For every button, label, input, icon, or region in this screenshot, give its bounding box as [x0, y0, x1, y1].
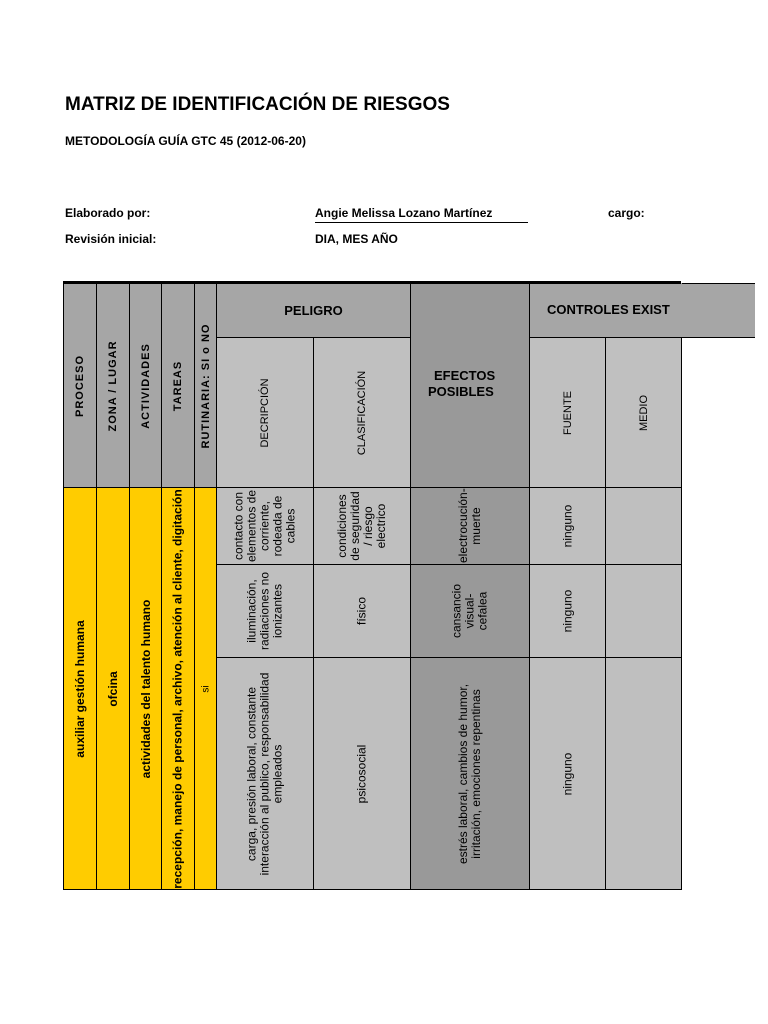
row-1-clasificacion-text: condiciones de seguridad / riesgo electrico [335, 491, 388, 561]
row-3-descripcion-text: carga, presión laboral, constante interacción al publico, responsabilidad empleados [244, 672, 285, 875]
cell-actividades [129, 487, 162, 890]
cell-zona [96, 487, 130, 890]
row-3-fuente-text: ninguno [560, 752, 574, 795]
elaborado-label: Elaborado por: [65, 206, 151, 220]
document-subtitle: METODOLOGÍA GUÍA GTC 45 (2012-06-20) [65, 134, 306, 148]
cell-tareas-text: recepción, manejo de personal, archivo, atención al cliente, digitación [170, 488, 185, 889]
revision-value: DIA, MES AÑO [315, 232, 398, 246]
header-fuente [529, 337, 606, 488]
table-row-2-clasificacion [313, 564, 411, 658]
header-actividades [129, 283, 162, 488]
row-1-fuente-text: ninguno [560, 504, 574, 548]
header-proceso [63, 283, 97, 488]
header-zona [96, 283, 130, 488]
header-controles [529, 283, 755, 338]
header-peligro-label: PELIGRO [284, 303, 343, 318]
header-tareas-label: TAREAS [172, 360, 184, 411]
row-2-descripcion-text: iluminación, radiaciones no ionizantes [244, 571, 285, 651]
row-2-clasificacion-text: físico [354, 596, 369, 626]
header-clasificacion [313, 337, 411, 488]
header-efectos-line1: EFECTOS [434, 368, 496, 383]
cargo-label: cargo: [608, 206, 645, 220]
cell-zona-text: ofcina [106, 670, 120, 707]
table-row-1-clasificacion [313, 487, 411, 565]
row-2-efectos-text: cansancio visual- cefalea [449, 583, 490, 639]
cell-rutinaria [194, 487, 217, 890]
header-proceso-label: PROCESO [74, 354, 86, 417]
header-efectos-label [428, 368, 495, 400]
row-3-clasificacion-text: psicosocial [354, 744, 369, 803]
header-peligro [216, 283, 411, 338]
elaborado-value: Angie Melissa Lozano Martínez [315, 206, 528, 223]
header-clasificacion-label: CLASIFICACIÓN [356, 370, 368, 455]
header-medio [605, 337, 682, 488]
header-descripcion-label: DECRIPCIÓN [259, 377, 271, 448]
table-row-1-fuente [529, 487, 606, 565]
header-rutinaria-label: RUTINARIA: SI o NO [199, 323, 212, 448]
cell-proceso [63, 487, 97, 890]
cell-proceso-text: auxiliar gestión humana [73, 619, 87, 758]
row-1-efectos-text: electrocución- muerte [456, 488, 483, 563]
table-row-1-efectos [410, 487, 530, 565]
cell-actividades-text: actividades del talento humano [138, 599, 153, 778]
row-3-efectos-text: estrés laboral, cambios de humor, irritación, emociones repentinas [456, 683, 483, 864]
table-row-1-descripcion [216, 487, 314, 565]
table-row-3-fuente [529, 657, 606, 890]
table-row-2-medio [605, 564, 682, 658]
header-fuente-label: FUENTE [561, 390, 574, 435]
table-row-2-fuente [529, 564, 606, 658]
table-row-2-descripcion [216, 564, 314, 658]
table-row-2-efectos [410, 564, 530, 658]
cell-tareas [161, 487, 195, 890]
table-row-3-clasificacion [313, 657, 411, 890]
header-zona-label: ZONA / LUGAR [107, 339, 119, 432]
header-efectos [410, 283, 530, 488]
header-tareas [161, 283, 195, 488]
table-row-1-medio [605, 487, 682, 565]
header-descripcion [216, 337, 314, 488]
row-1-descripcion-text: contacto con elementos de corriente, rodeada de cables [231, 489, 298, 563]
header-actividades-label: ACTIVIDADES [139, 342, 152, 429]
header-rutinaria [194, 283, 217, 488]
header-efectos-line2: POSIBLES [428, 384, 494, 399]
row-2-fuente-text: ninguno [560, 589, 574, 633]
document-title: MATRIZ DE IDENTIFICACIÓN DE RIESGOS [65, 94, 450, 115]
table-row-3-medio [605, 657, 682, 890]
revision-label: Revisión inicial: [65, 232, 157, 246]
table-right-clip [681, 283, 682, 338]
table-row-3-efectos [410, 657, 530, 890]
header-medio-label: MEDIO [637, 394, 650, 431]
table-row-3-descripcion [216, 657, 314, 890]
header-controles-label: CONTROLES EXIST [547, 302, 670, 317]
cell-rutinaria-text: si [200, 684, 211, 693]
